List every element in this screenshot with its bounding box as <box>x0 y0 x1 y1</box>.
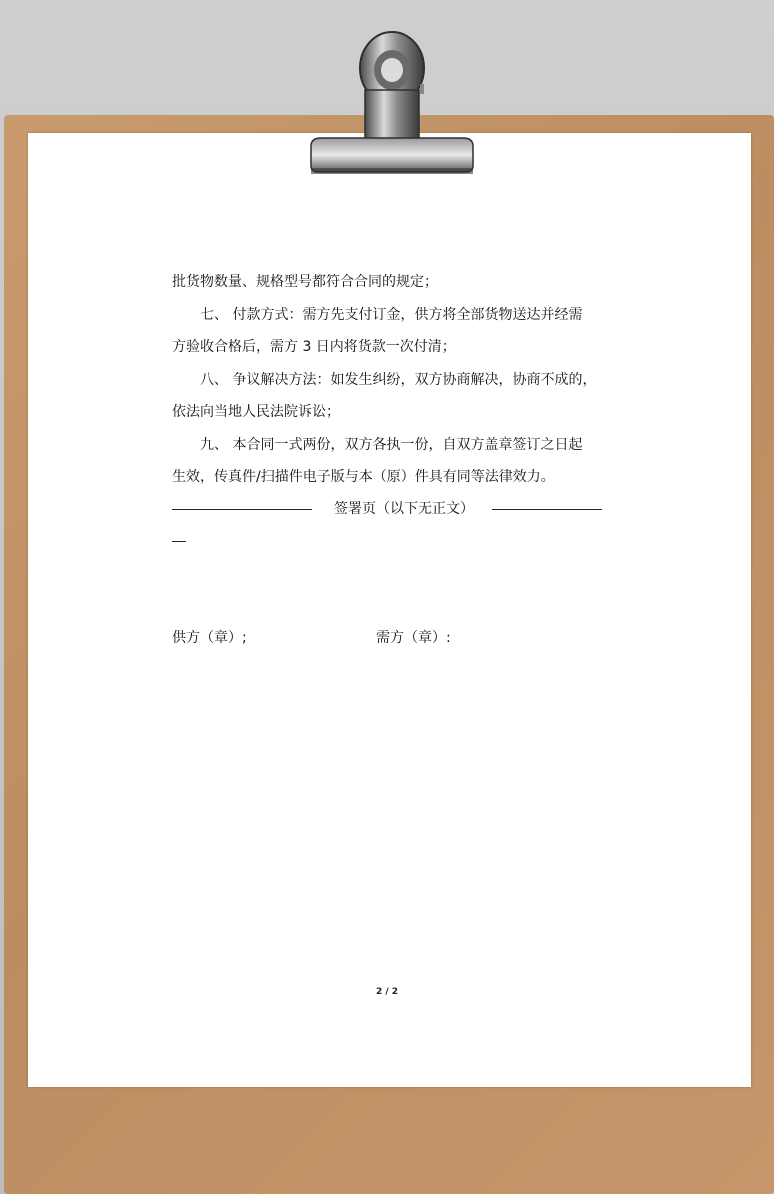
document-line-7: 生效，传真件/扫描件电子版与本（原）件具有同等法律效力。 <box>172 469 555 485</box>
binder-clip-icon <box>307 28 477 178</box>
document-line-2: 七、 付款方式：需方先支付订金，供方将全部货物送达并经需 <box>200 307 583 323</box>
signature-page-label: 签署页（以下无正文） <box>334 501 474 517</box>
signature-divider-right <box>492 509 602 510</box>
document-line-6: 九、 本合同一式两份，双方各执一份，自双方盖章签订之日起 <box>200 437 583 453</box>
buyer-seal-label: 需方（章）: <box>376 630 451 646</box>
signature-divider-left <box>172 509 312 510</box>
document-line-4: 八、 争议解决方法：如发生纠纷，双方协商解决，协商不成的， <box>200 372 597 388</box>
document-line-1: 批货物数量、规格型号都符合合同的规定； <box>172 274 438 290</box>
signature-divider-wrap <box>172 541 186 542</box>
document-line-3: 方验收合格后，需方 3 日内将货款一次付清； <box>172 339 456 355</box>
supplier-seal-label: 供方（章）; <box>172 630 247 646</box>
page-number: 2 / 2 <box>375 987 399 997</box>
document-line-5: 依法向当地人民法院诉讼； <box>172 404 340 420</box>
